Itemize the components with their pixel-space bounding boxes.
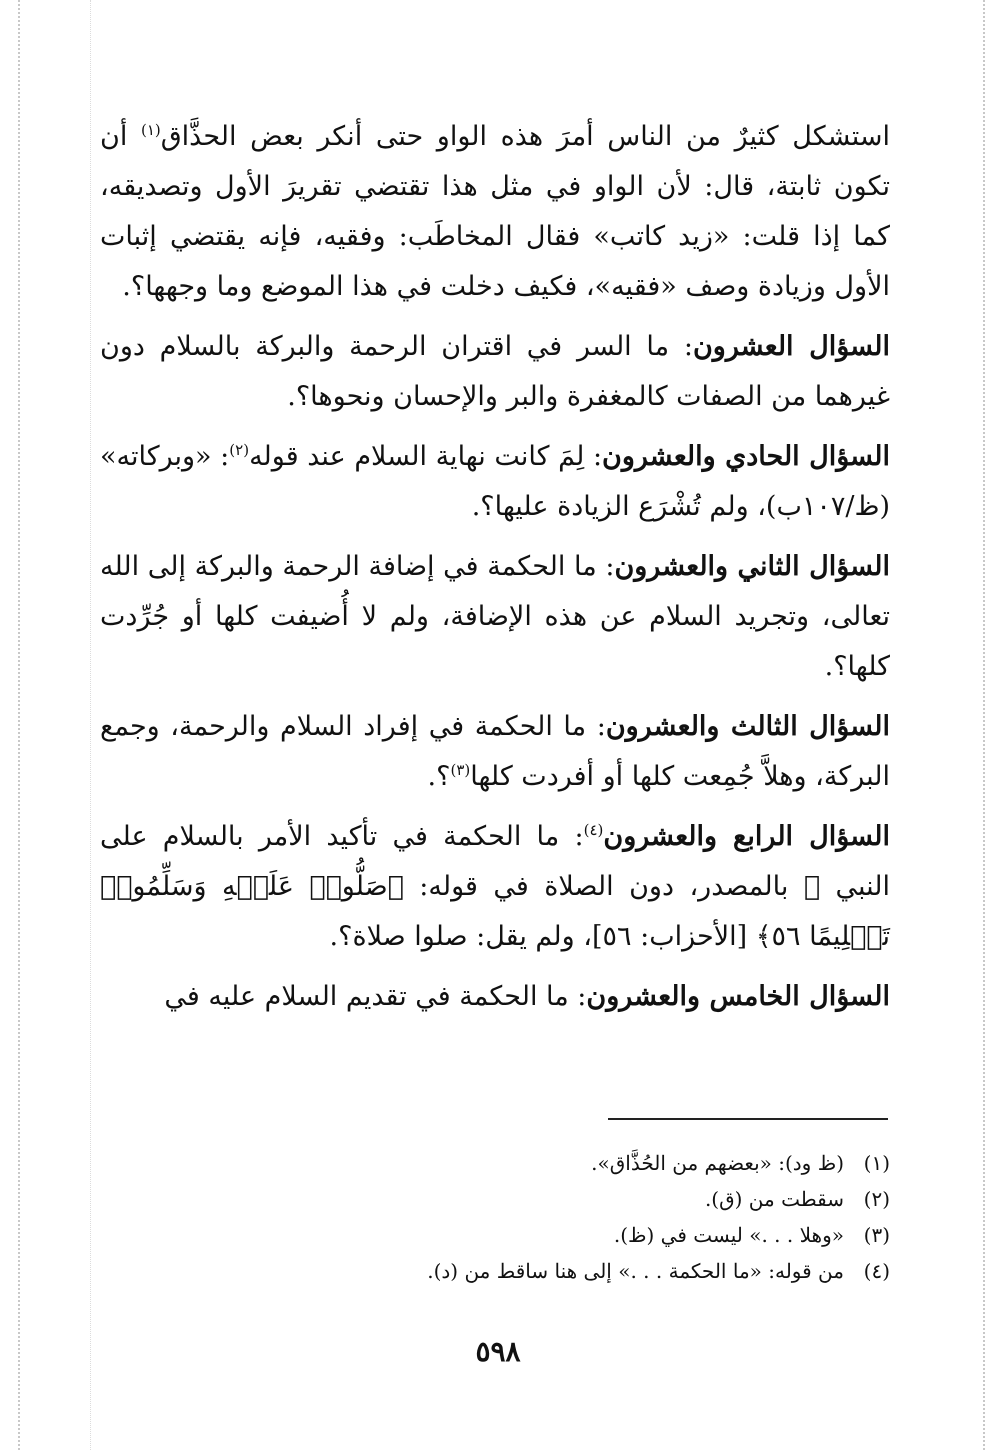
footnote: [100, 1253, 890, 1289]
body-text: : ما الحكمة في إضافة الرحمة والبركة إلى الله تعالى، وتجريد السلام عن هذه الإضافة، ولم لا أُضيفت كلها أو جُرِّدت كلها؟.: [100, 551, 890, 682]
footnote-separator: [608, 1118, 888, 1120]
inner-margin-line: [90, 0, 91, 1450]
footnote-text: سقطت من (ق).: [704, 1187, 844, 1211]
footnote: [100, 1217, 890, 1253]
paragraph: [100, 432, 890, 532]
footnote-number: (٣): [863, 1223, 890, 1247]
footnote: [100, 1181, 890, 1217]
body-text: ؟.: [427, 761, 451, 792]
paragraph: [100, 812, 890, 962]
body-text: : ما الحكمة في إفراد السلام والرحمة، وجمع البركة، وهلاَّ جُمِعت كلها أو أفردت كلها: [100, 711, 890, 792]
question-heading: السؤال الرابع والعشرون: [603, 821, 890, 852]
paragraph: [100, 972, 890, 1022]
left-margin-line: [18, 0, 20, 1450]
footnote-number: (١): [863, 1151, 890, 1175]
footnote-marker: (١): [140, 121, 161, 139]
footnote-text: «وهلا . . .» ليست في (ظ).: [613, 1223, 844, 1247]
body-text: : ما السر في اقتران الرحمة والبركة بالسلام دون غيرهما من الصفات كالمغفرة والبر والإحسان ونحوها؟.: [100, 331, 890, 412]
footnote-marker: (٣): [450, 761, 471, 779]
question-heading: السؤال الثالث والعشرون: [605, 711, 890, 742]
body-text: : ما الحكمة في تقديم السلام عليه في: [164, 981, 587, 1012]
footnote-text: من قوله: «ما الحكمة . . .» إلى هنا ساقط من (د).: [427, 1259, 844, 1283]
body-text: استشكل كثيرٌ من الناس أمرَ هذه الواو حتى أنكر بعض الحذَّاق: [160, 121, 890, 152]
main-text: [100, 112, 890, 1032]
question-heading: السؤال الثاني والعشرون: [614, 551, 890, 582]
footnote: [100, 1145, 890, 1181]
question-heading: السؤال العشرون: [692, 331, 890, 362]
paragraph: [100, 702, 890, 802]
paragraph: [100, 542, 890, 692]
body-text: : لِمَ كانت نهاية السلام عند قوله: [249, 441, 603, 472]
page-number: ٥٩٨: [475, 1335, 521, 1368]
body-text: أن تكون ثابتة، قال: لأن الواو في مثل هذا تقتضي تقريرَ الأول وتصديقه، كما إذا قلت: «زيد كاتب» فقال المخاطَب: وفقيه، فإنه يقتضي إثبات الأول وزيادة وصف «فقيه»، فكيف دخلت في هذا الموضع وما وجهها؟.: [100, 121, 890, 302]
body-text: : ما الحكمة في تأكيد الأمر بالسلام على النبي ﷺ بالمصدر، دون الصلاة في قوله: ﴿صَلُّوا۟ عَلَيۡهِ وَسَلِّمُوا۟ تَسۡلِيمًا ٥٦﴾ [الأحزاب: ٥٦]، ولم يقل: صلوا صلاة؟.: [100, 821, 890, 952]
body-text: : «وبركاته» (ظ/١٠٧ب)، ولم تُشْرَع الزيادة عليها؟.: [100, 441, 890, 522]
footnote-number: (٤): [863, 1259, 890, 1283]
footnote-marker: (٢): [229, 441, 250, 459]
footnote-number: (٢): [863, 1187, 890, 1211]
question-heading: السؤال الخامس والعشرون: [586, 981, 890, 1012]
paragraph: [100, 322, 890, 422]
paragraph: [100, 112, 890, 312]
footnote-marker: (٤): [583, 821, 604, 839]
footnotes: [100, 1145, 890, 1289]
question-heading: السؤال الحادي والعشرون: [602, 441, 890, 472]
footnote-text: (ظ ود): «بعضهم من الحُذَّاق».: [591, 1151, 844, 1175]
right-margin-line: [983, 0, 985, 1450]
